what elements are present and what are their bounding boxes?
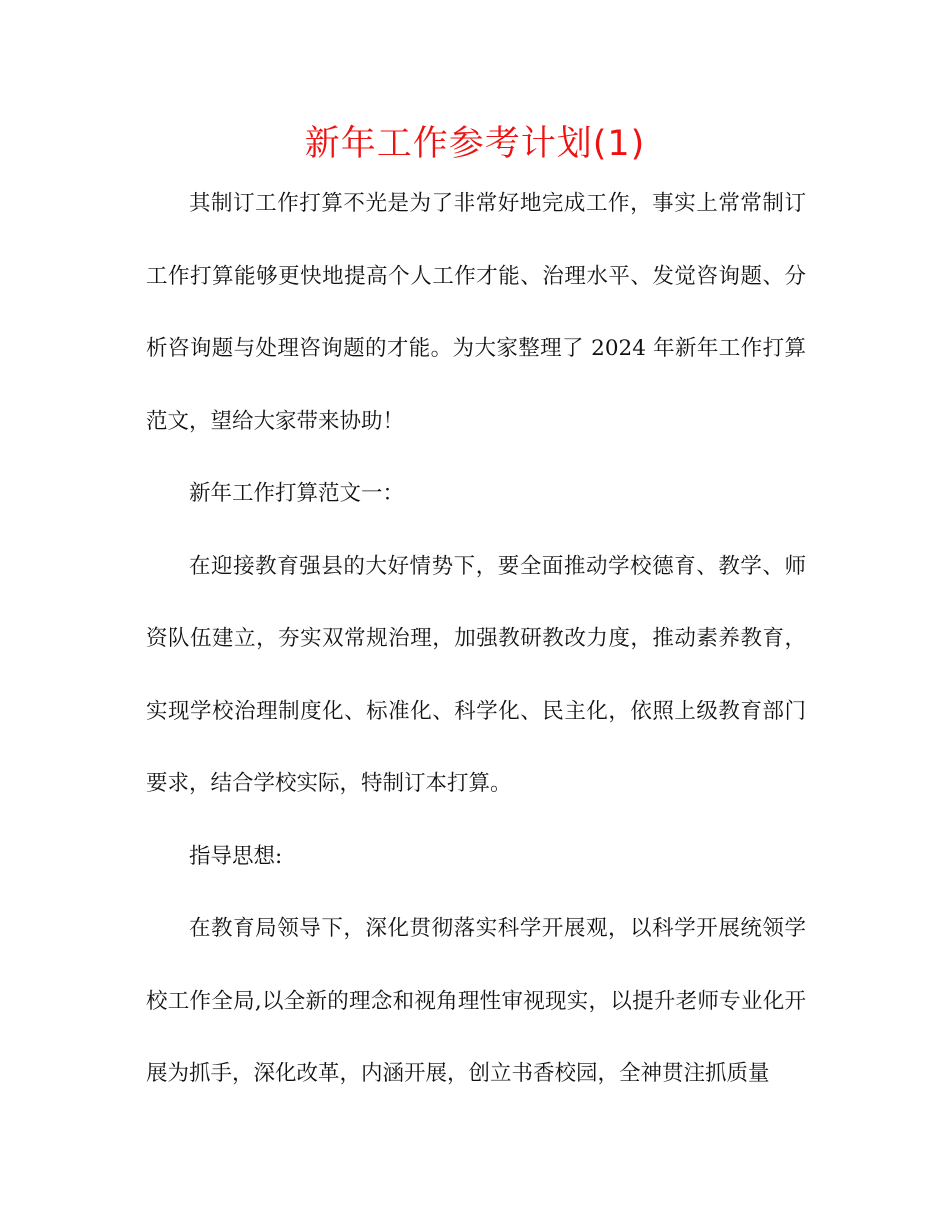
section-heading-sample-one: 新年工作打算范文一： <box>189 481 405 506</box>
intro-paragraph: 其制订工作打算不光是为了非常好地完成工作，事实上常常制订工作打算能够更快地提高个人工作才能、治理水平、发觉咨询题、分析咨询题与处理咨询题的才能。为大家整理了 2024 年新年工作打算范文，望给大家带来协助！ <box>146 191 806 434</box>
document-title: 新年工作参考计划(1) <box>304 124 646 164</box>
section-heading-guiding-ideology: 指导思想: <box>189 843 283 869</box>
document-body <box>146 168 806 1111</box>
guiding-ideology-paragraph: 在教育局领导下，深化贯彻落实科学开展观，以科学开展统领学校工作全局,以全新的理念和视角理性审视现实，以提升老师专业化开展为抓手，深化改革，内涵开展，创立书香校园，全神贯注抓质量 <box>146 916 806 1086</box>
sample-one-paragraph: 在迎接教育强县的大好情势下，要全面推动学校德育、教学、师资队伍建立，夯实双常规治理，加强教研教改力度，推动素养教育，实现学校治理制度化、标准化、科学化、民主化，依照上级教育部门要求，结合学校实际，特制订本打算。 <box>146 553 806 796</box>
